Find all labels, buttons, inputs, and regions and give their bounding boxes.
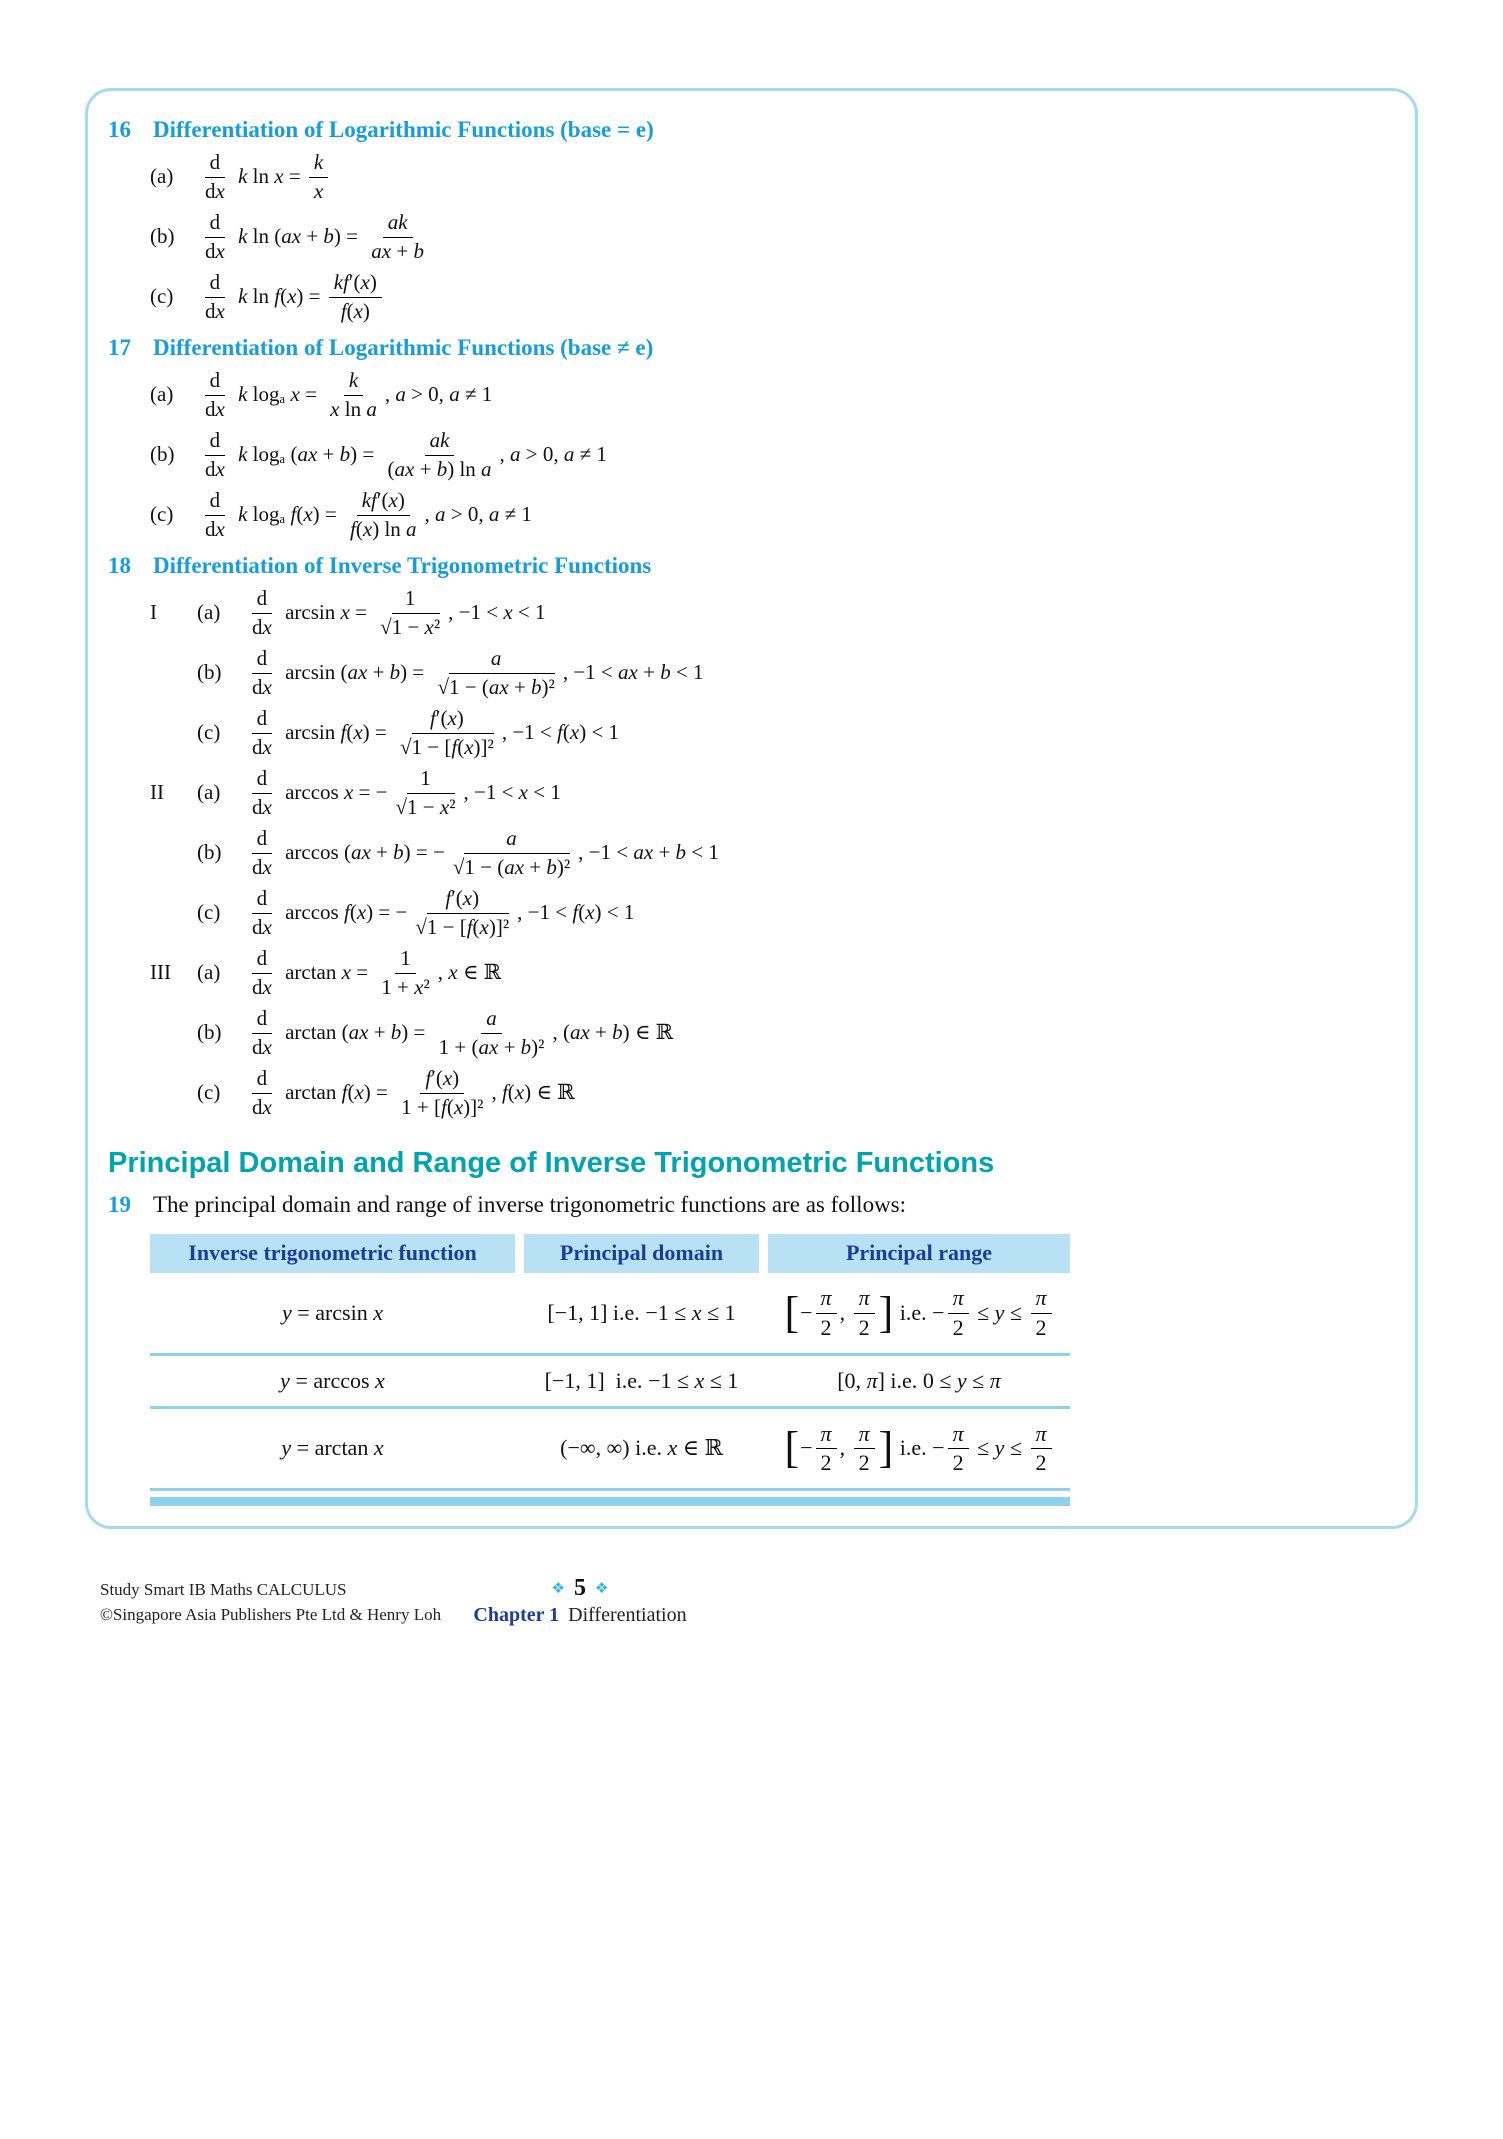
diamond-icon: ❖	[595, 1578, 609, 1597]
cell-function	[150, 1368, 515, 1394]
item-label: (c)	[150, 502, 174, 527]
formula-row	[108, 886, 1393, 939]
formula: $\frac{d}{dx}$ k ln x = $\frac{k}{x}$	[197, 150, 331, 203]
section-number: 17	[108, 335, 131, 361]
formula-row	[108, 270, 1393, 323]
table-header-row	[150, 1234, 1070, 1273]
formula: $\frac{d}{dx}$ arcsin x = $\frac{1}{\text{√1 − x²}}$ , −1 < x < 1	[252, 586, 546, 639]
formula: y = arcsin x	[282, 1300, 383, 1326]
formula-row	[108, 946, 1393, 999]
group-roman-label: I	[150, 600, 157, 625]
imprint-line1: Study Smart IB Maths CALCULUS	[100, 1579, 347, 1599]
formula: y = arccos x	[280, 1367, 385, 1393]
table-row-arctan	[150, 1409, 1070, 1491]
table-header-function: Inverse trigonometric function	[150, 1234, 515, 1273]
table-row-arccos	[150, 1356, 1070, 1409]
section-heading	[108, 117, 1393, 143]
formula-row	[108, 488, 1393, 541]
table-row-arcsin	[150, 1273, 1070, 1355]
group-roman-label: II	[150, 780, 164, 805]
item-label: (b)	[197, 1020, 222, 1045]
item-label: (b)	[197, 840, 222, 865]
textbook-page	[0, 88, 1503, 2139]
page-number-line	[0, 1575, 1160, 1602]
item-number: 19	[108, 1192, 131, 1218]
formula: $\frac{d}{dx}$ arctan x = $\frac{1}{\text{1 + x²}}$ , x ∈ ℝ	[252, 946, 502, 999]
item-label: (b)	[197, 660, 222, 685]
table-header-domain: Principal domain	[524, 1234, 759, 1273]
cell-function	[150, 1300, 515, 1326]
formula: (−∞, ∞) i.e. x ∈ ℝ	[560, 1435, 723, 1461]
cell-range	[768, 1368, 1070, 1394]
cell-domain	[524, 1368, 759, 1394]
formula: $\frac{d}{dx}$ arccos x = − $\frac{1}{\text{√1 − x²}}$ , −1 < x < 1	[252, 766, 561, 819]
chapter-title: Differentiation	[568, 1603, 687, 1626]
formula: [−1, 1] i.e. −1 ≤ x ≤ 1	[544, 1367, 739, 1393]
formula: $\frac{d}{dx}$ k log ₐ f ( x ) = $\frac{kf'(x)}{\text{f(x) ln a}}$ , a > 0, a ≠ 1	[205, 488, 532, 541]
item-label: (c)	[197, 1080, 221, 1105]
principal-table	[150, 1234, 1070, 1506]
formula: $\frac{d}{dx}$ arcsin ( ax + b ) = $\frac{a}{\text{√1 − (ax + b)²}}$ , −1 < ax + b < 1	[252, 646, 704, 699]
cell-range	[768, 1285, 1070, 1340]
formula-row	[108, 826, 1393, 879]
section-title: Differentiation of Logarithmic Functions (base ≠ e)	[153, 335, 654, 361]
formula: $\frac{d}{dx}$ arctan f ( x ) = $\frac{f'(x)}{\text{1 + [f(x)]²}}$ , f ( x ) ∈ ℝ	[252, 1066, 575, 1119]
diamond-icon: ❖	[551, 1578, 565, 1597]
section-18	[108, 553, 1393, 1119]
item-label: (a)	[197, 780, 221, 805]
section-title: Differentiation of Logarithmic Functions (base = e)	[153, 117, 654, 142]
item-label: (a)	[150, 382, 174, 407]
formula-row	[108, 1006, 1393, 1059]
imprint-line2: ©Singapore Asia Publishers Pte Ltd & Henry Loh	[100, 1605, 442, 1625]
section-number: 16	[108, 117, 131, 142]
principal-heading: Principal Domain and Range of Inverse Trigonometric Functions	[108, 1147, 995, 1180]
table-header-range: Principal range	[768, 1234, 1070, 1273]
group-roman-label: III	[150, 960, 171, 985]
section-heading	[108, 335, 1393, 361]
formula: [−1, 1] i.e. −1 ≤ x ≤ 1	[547, 1300, 736, 1326]
intro-text: The principal domain and range of inverse trigonometric functions are as follows:	[153, 1192, 907, 1218]
formula: $\frac{d}{dx}$ arccos ( ax + b ) = − $\frac{a}{\text{√1 − (ax + b)²}}$ , −1 < ax + b < 1	[252, 826, 719, 879]
formula: y = arctan x	[281, 1435, 384, 1461]
formula: $\frac{d}{dx}$ k log ₐ x = $\frac{k}{\text{x ln a}}$ , a > 0, a ≠ 1	[205, 368, 493, 421]
item-label: (a)	[197, 960, 221, 985]
formula-row	[108, 150, 1393, 203]
formula-row	[108, 210, 1393, 263]
formula: [0, π ] i.e. 0 ≤ y ≤ π	[837, 1367, 1001, 1393]
formula-row	[108, 766, 1393, 819]
chapter-line	[0, 1604, 1160, 1627]
section-16	[108, 117, 1393, 323]
formula: [ − $\frac{\pi}{2}$ , $\frac{\pi}{2}$ ] i.e. − $\frac{\pi}{2}$ ≤ y ≤ $\frac{\pi}{2}$	[783, 1285, 1054, 1340]
item-label: (b)	[150, 224, 175, 249]
item-label: (c)	[197, 900, 221, 925]
section-heading	[108, 553, 1393, 579]
formula: $\frac{d}{dx}$ arcsin f ( x ) = $\frac{f'(x)}{\text{√1 − [f(x)]²}}$ , −1 < f ( x ) < 1	[252, 706, 620, 759]
formula: [ − $\frac{\pi}{2}$ , $\frac{\pi}{2}$ ] i.e. − $\frac{\pi}{2}$ ≤ y ≤ $\frac{\pi}{2}$	[783, 1421, 1054, 1476]
item-label: (a)	[150, 164, 174, 189]
formula: $\frac{d}{dx}$ k ln f ( x ) = $\frac{kf'(x)}{f(x)}$	[197, 270, 385, 323]
page-footer	[0, 1575, 1503, 1665]
section-17	[108, 335, 1393, 541]
formula-row	[108, 706, 1393, 759]
item-label: (b)	[150, 442, 175, 467]
page-number: 5	[574, 1574, 586, 1601]
cell-domain	[524, 1435, 759, 1461]
item-19	[108, 1192, 1393, 1218]
item-label: (c)	[150, 284, 174, 309]
content-border-box	[85, 88, 1418, 1529]
formula-row	[108, 368, 1393, 421]
cell-function	[150, 1435, 515, 1461]
formula: $\frac{d}{dx}$ arctan ( ax + b ) = $\frac{a}{\text{1 + (ax + b)²}}$ , ( ax + b ) ∈ ℝ	[252, 1006, 674, 1059]
footer-center	[0, 1575, 1160, 1627]
formula: $\frac{d}{dx}$ k ln ( ax + b ) = $\frac{ak}{ax + b}$	[205, 210, 424, 263]
cell-range	[768, 1421, 1070, 1476]
formula: $\frac{d}{dx}$ arccos f ( x ) = − $\frac{f'(x)}{\text{√1 − [f(x)]²}}$ , −1 < f ( x ) < 1	[252, 886, 635, 939]
table-bottom-bar	[150, 1497, 1070, 1506]
formula-row	[108, 646, 1393, 699]
section-number: 18	[108, 553, 131, 579]
item-label: (a)	[197, 600, 221, 625]
formula: $\frac{d}{dx}$ k log ₐ ( ax + b ) = $\frac{ak}{\text{(ax + b) ln a}}$ , a > 0, a ≠ 1	[205, 428, 607, 481]
formula-row	[108, 586, 1393, 639]
cell-domain	[524, 1300, 759, 1326]
chapter-label: Chapter 1	[473, 1603, 560, 1626]
formula-row	[108, 428, 1393, 481]
formula-row	[108, 1066, 1393, 1119]
section-title: Differentiation of Inverse Trigonometric Functions	[153, 553, 652, 579]
item-label: (c)	[197, 720, 221, 745]
